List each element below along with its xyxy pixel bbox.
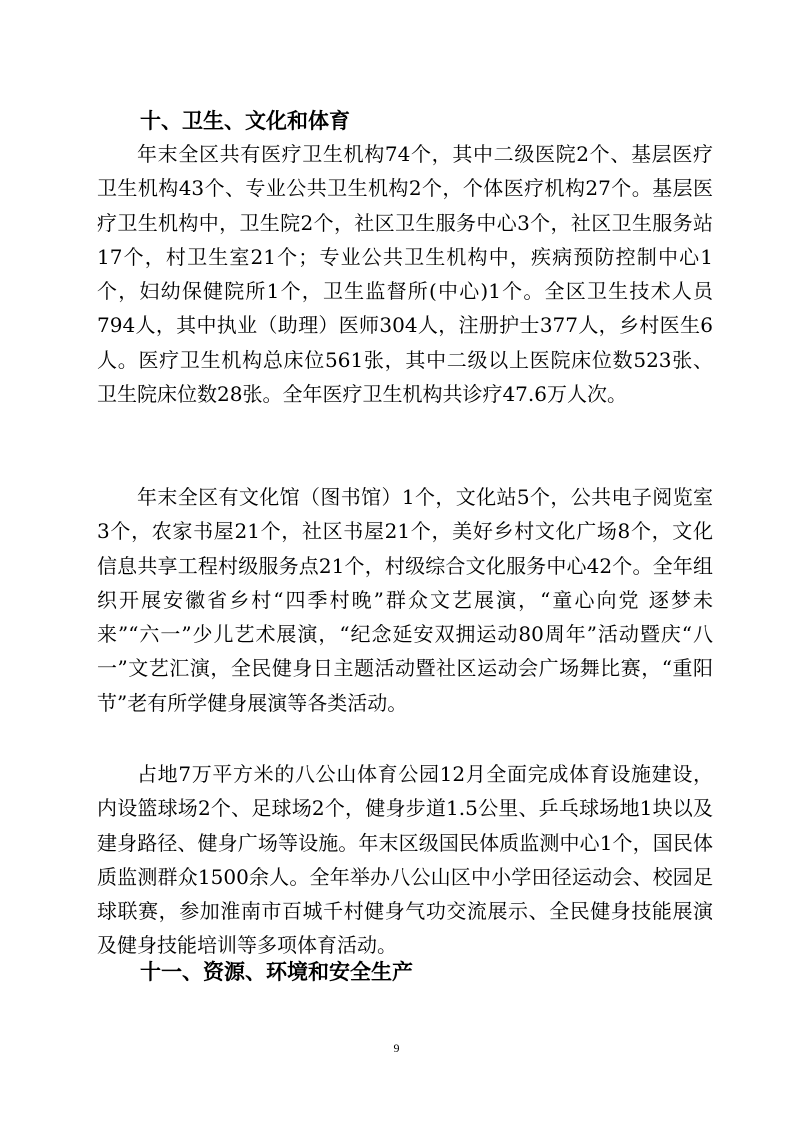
paragraph-health: 年末全区共有医疗卫生机构74个，其中二级医院2个、基层医疗卫生机构43个、专业公共卫生机构2个，个体医疗机构27个。基层医疗卫生机构中，卫生院2个，社区卫生服务中心3个，社区卫生服务站17个，村卫生室21个；专业公共卫生机构中，疾病预防控制中心1个，妇幼保健院所1个，卫生监督所(中心)1个。全区卫生技术人员794人，其中执业（助理）医师304人，注册护士377人，乡村医生6人。医疗卫生机构总床位561张，其中二级以上医院床位数523张、卫生院床位数28张。全年医疗卫生机构共诊疗47.6万人次。 bbox=[97, 142, 713, 407]
paragraph-culture: 年末全区有文化馆（图书馆）1个，文化站5个，公共电子阅览室3个，农家书屋21个，社区书屋21个，美好乡村文化广场8个，文化信息共享工程村级服务点21个，村级综合文化服务中心42个。全年组织开展安徽省乡村“四季村晚”群众文艺展演，“童心向党 逐梦未来”“六一”少儿艺术展演，“纪念延安双拥运动80周年”活动暨庆“八一”文艺汇演，全民健身日主题活动暨社区运动会广场舞比赛，“重阳节”老有所学健身展演等各类活动。 bbox=[97, 485, 713, 715]
paragraph-sports: 占地7万平方米的八公山体育公园12月全面完成体育设施建设，内设篮球场2个、足球场2个，健身步道1.5公里、乒乓球场地1块以及建身路径、健身广场等设施。年末区级国民体质监测中心1个，国民体质监测群众1500余人。全年举办八公山区中小学田径运动会、校园足球联赛，参加淮南市百城千村健身气功交流展示、全民健身技能展演及健身技能培训等多项体育活动。 bbox=[97, 762, 713, 958]
section-heading-resources-environment-safety: 十一、资源、环境和安全生产 bbox=[140, 960, 413, 984]
section-heading-health-culture-sports: 十、卫生、文化和体育 bbox=[140, 109, 350, 133]
page-number: 9 bbox=[393, 1041, 400, 1055]
